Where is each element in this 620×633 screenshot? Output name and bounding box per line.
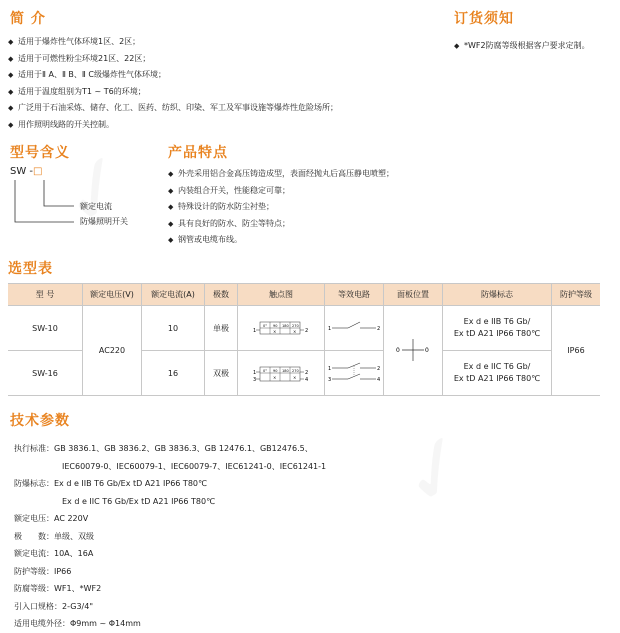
- col-poles: 极数: [205, 284, 238, 306]
- cell-current: 10: [142, 306, 205, 351]
- cell-contact-diagram: [238, 306, 325, 351]
- col-circuit: 等效电路: [325, 284, 384, 306]
- list-item: ◆ 内装组合开关，性能稳定可靠；: [168, 185, 290, 195]
- cell-circuit: [325, 306, 384, 351]
- svg-text:2: 2: [377, 366, 381, 372]
- svg-text:180: 180: [282, 323, 289, 328]
- col-protection: 防护等级: [552, 284, 601, 306]
- param-ex-marks-cont: Ex d e IIC T6 Gb/Ex tD A21 IP66 T80℃: [62, 496, 216, 506]
- svg-text:0: 0: [425, 346, 429, 354]
- svg-text:4: 4: [305, 376, 309, 382]
- param-protection: 防护等级：IP66: [14, 566, 72, 576]
- equivalent-circuit-double: [326, 362, 382, 384]
- cell-panel-position: [384, 306, 443, 396]
- cell-current: 16: [142, 351, 205, 396]
- param-cable: 适用电缆外径：Φ9mm ~ Φ14mm: [14, 619, 141, 628]
- col-model: 型 号: [8, 284, 83, 306]
- svg-text:0°: 0°: [263, 368, 267, 373]
- svg-text:90: 90: [273, 323, 278, 328]
- order-note: ◆ *WF2防腐等级根据客户要求定制。: [454, 41, 590, 50]
- cell-ex-mark: Ex d e IIB T6 Gb/ Ex tD A21 IP66 T80℃: [443, 306, 552, 351]
- svg-text:2: 2: [305, 369, 309, 376]
- cell-poles: 单极: [205, 306, 238, 351]
- cell-poles: 双极: [205, 351, 238, 396]
- cell-model: SW-16: [8, 351, 83, 396]
- equivalent-circuit-single: [326, 317, 382, 339]
- col-current: 额定电流(A): [142, 284, 205, 306]
- param-voltage: 额定电压：AC 220V: [14, 514, 89, 523]
- table-row: [8, 306, 600, 351]
- label-rated-current: 额定电流: [80, 202, 112, 211]
- label-explosion-proof-switch: 防爆照明开关: [80, 217, 128, 226]
- list-item: ◆ 适用于Ⅱ A、Ⅱ B、Ⅱ C级爆炸性气体环境；: [8, 70, 166, 79]
- intro-list: [8, 34, 338, 133]
- features-list: [168, 166, 394, 249]
- svg-text:1: 1: [253, 327, 257, 334]
- features-title: 产品特点: [168, 145, 228, 161]
- model-code: SW -□: [10, 166, 43, 177]
- svg-text:3: 3: [253, 376, 257, 382]
- watermark: [380, 409, 492, 532]
- svg-text:180: 180: [282, 368, 289, 373]
- contact-diagram-double: [253, 365, 309, 382]
- list-item: ◆ 适用于可燃性粉尘环境21区、22区；: [8, 53, 151, 63]
- cell-protection: IP66: [552, 306, 601, 396]
- model-meaning-title: 型号含义: [10, 145, 70, 161]
- param-entry: 引入口规格：2-G3/4": [14, 601, 94, 611]
- cell-circuit: [325, 351, 384, 396]
- col-contact: 触点图: [238, 284, 325, 306]
- list-item: ◆ 特殊设计的防水防尘衬垫；: [168, 202, 274, 211]
- list-item: ◆ 广泛用于石油采炼、储存、化工、医药、纺织、印染、军工及军事设施等爆炸性危险场所；: [8, 103, 338, 112]
- panel-position-diagram: [396, 337, 430, 363]
- svg-text:90: 90: [273, 368, 278, 373]
- model-meaning-lines: [10, 178, 76, 228]
- list-item: ◆ 外壳采用铝合金高压铸造成型，表面经抛丸后高压静电喷塑；: [168, 169, 394, 178]
- svg-text:3: 3: [328, 377, 332, 383]
- svg-text:270: 270: [292, 368, 299, 373]
- contact-diagram-single: [253, 320, 309, 337]
- list-item: ◆ 适用于爆炸性气体环境1区、2区；: [8, 37, 141, 46]
- list-item: ◆ 适用于温度组别为T1 ~ T6的环境；: [8, 86, 146, 96]
- col-panel: 面板位置: [384, 284, 443, 306]
- order-title: 订货须知: [454, 11, 514, 27]
- cell-contact-diagram: [238, 351, 325, 396]
- col-ex-mark: 防爆标志: [443, 284, 552, 306]
- param-standards-cont: IEC60079-0、IEC60079-1、IEC60079-7、IEC61241-0、IEC61241-1: [62, 461, 327, 471]
- list-item: ◆ 钢管或电缆布线。: [168, 235, 242, 244]
- svg-text:1: 1: [253, 369, 257, 376]
- tech-title: 技术参数: [10, 413, 70, 429]
- svg-text:1: 1: [328, 366, 332, 372]
- cell-model: SW-10: [8, 306, 83, 351]
- svg-text:×: ×: [273, 374, 277, 380]
- selection-title: 选型表: [8, 261, 53, 277]
- param-anticorrosion: 防腐等级：WF1、*WF2: [14, 584, 102, 593]
- table-header-row: [8, 284, 600, 306]
- param-current: 额定电流：10A、16A: [14, 549, 94, 558]
- param-standards: 执行标准：GB 3836.1、GB 3836.2、GB 3836.3、GB 12476.1、GB12476.5、: [14, 444, 313, 453]
- svg-text:×: ×: [293, 328, 297, 334]
- param-poles: 极 数：单级、双级: [14, 531, 94, 541]
- svg-text:270: 270: [292, 323, 299, 328]
- svg-text:1: 1: [328, 326, 332, 332]
- svg-text:2: 2: [377, 326, 381, 332]
- svg-text:0°: 0°: [263, 323, 267, 328]
- param-ex-marks: 防爆标志：Ex d e IIB T6 Gb/Ex tD A21 IP66 T80℃: [14, 479, 207, 488]
- cell-ex-mark: Ex d e IIC T6 Gb/ Ex tD A21 IP66 T80℃: [443, 351, 552, 396]
- selection-table: [8, 283, 600, 396]
- svg-text:0: 0: [396, 346, 400, 354]
- cell-voltage: AC220: [83, 306, 142, 396]
- svg-text:2: 2: [305, 327, 309, 334]
- list-item: ◆ 用作照明线路的开关控制。: [8, 119, 114, 129]
- svg-text:×: ×: [293, 374, 297, 380]
- svg-text:4: 4: [377, 377, 381, 383]
- intro-title: 简 介: [10, 11, 46, 27]
- col-voltage: 额定电压(V): [83, 284, 142, 306]
- svg-text:×: ×: [273, 328, 277, 334]
- list-item: ◆ 具有良好的防水、防尘等特点；: [168, 218, 290, 228]
- tech-params: [14, 440, 326, 633]
